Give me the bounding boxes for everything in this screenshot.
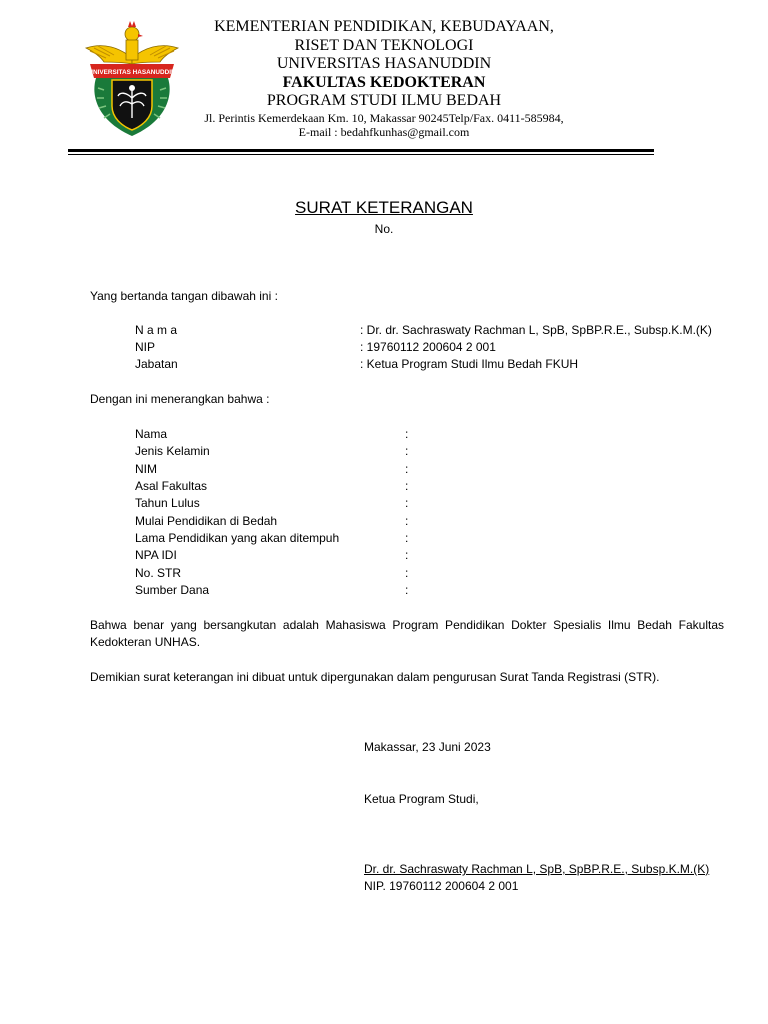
faculty-name: FAKULTAS KEDOKTERAN — [282, 73, 486, 91]
signer-position-label: Jabatan — [135, 357, 178, 371]
field-colon: : — [405, 444, 409, 458]
field-label: Lama Pendidikan yang akan ditempuh — [135, 531, 340, 545]
signer-nip-label: NIP — [135, 340, 156, 354]
signer-name: Dr. dr. Sachraswaty Rachman L, SpB, SpBP.R.E., Subsp.K.M.(K) — [364, 862, 710, 876]
closing-paragraph: Demikian surat keterangan ini dibuat untuk dipergunakan dalam pengurusan Surat Tanda Registrasi (STR). — [90, 670, 660, 684]
letterhead-divider-thin — [68, 154, 654, 155]
signer-nip-value: : 19760112 200604 2 001 — [360, 340, 496, 354]
field-colon: : — [405, 566, 409, 580]
signer-position: Ketua Program Studi, — [364, 792, 479, 806]
field-label: NIM — [135, 462, 157, 476]
ministry-line-1: KEMENTERIAN PENDIDIKAN, KEBUDAYAAN, — [214, 18, 554, 35]
signer-position-value: : Ketua Program Studi Ilmu Bedah FKUH — [360, 357, 579, 371]
field-label: Tahun Lulus — [135, 496, 200, 510]
field-colon: : — [405, 427, 409, 441]
program-name: PROGRAM STUDI ILMU BEDAH — [266, 92, 502, 109]
ministry-line-2: RISET DAN TEKNOLOGI — [294, 36, 474, 54]
field-colon: : — [405, 583, 409, 597]
university-name: UNIVERSITAS HASANUDDIN — [276, 55, 492, 72]
emblem-ribbon-text: UNIVERSITAS HASANUDDIN — [88, 69, 176, 76]
field-label: NPA IDI — [135, 548, 177, 562]
field-colon: : — [405, 479, 409, 493]
intro-text: Yang bertanda tangan dibawah ini : — [90, 289, 278, 303]
field-label: Sumber Dana — [135, 583, 210, 597]
document-number: No. — [374, 222, 394, 236]
field-colon: : — [405, 514, 409, 528]
place-date: Makassar, 23 Juni 2023 — [364, 740, 491, 754]
email-line: E-mail : bedahfkunhas@gmail.com — [298, 124, 470, 139]
statement-intro: Dengan ini menerangkan bahwa : — [90, 392, 270, 406]
signer-name-value: : Dr. dr. Sachraswaty Rachman L, SpB, SpBP.R.E., Subsp.K.M.(K) — [360, 323, 712, 337]
letterhead-text — [190, 18, 578, 139]
field-colon: : — [405, 462, 409, 476]
field-colon: : — [405, 548, 409, 562]
signer-name-label: N a m a — [135, 323, 178, 337]
letterhead-divider-thick — [68, 149, 654, 152]
university-emblem-logo — [82, 18, 182, 142]
document-title: SURAT KETERANGAN — [295, 198, 473, 217]
field-colon: : — [405, 496, 409, 510]
field-label: Mulai Pendidikan di Bedah — [135, 514, 278, 528]
address-line: Jl. Perintis Kemerdekaan Km. 10, Makassar 90245Telp/Fax. 0411-585984, — [204, 110, 564, 125]
signer-nip: NIP. 19760112 200604 2 001 — [364, 879, 519, 893]
statement-paragraph: Bahwa benar yang bersangkutan adalah Mahasiswa Program Pendidikan Dokter Spesialis Ilmu Bedah Fakultas Kedokteran UNHAS. — [90, 618, 724, 650]
field-label: Jenis Kelamin — [135, 444, 210, 458]
field-colon: : — [405, 531, 409, 545]
field-label: Asal Fakultas — [135, 479, 208, 493]
field-label: Nama — [135, 427, 168, 441]
field-label: No. STR — [135, 566, 182, 580]
